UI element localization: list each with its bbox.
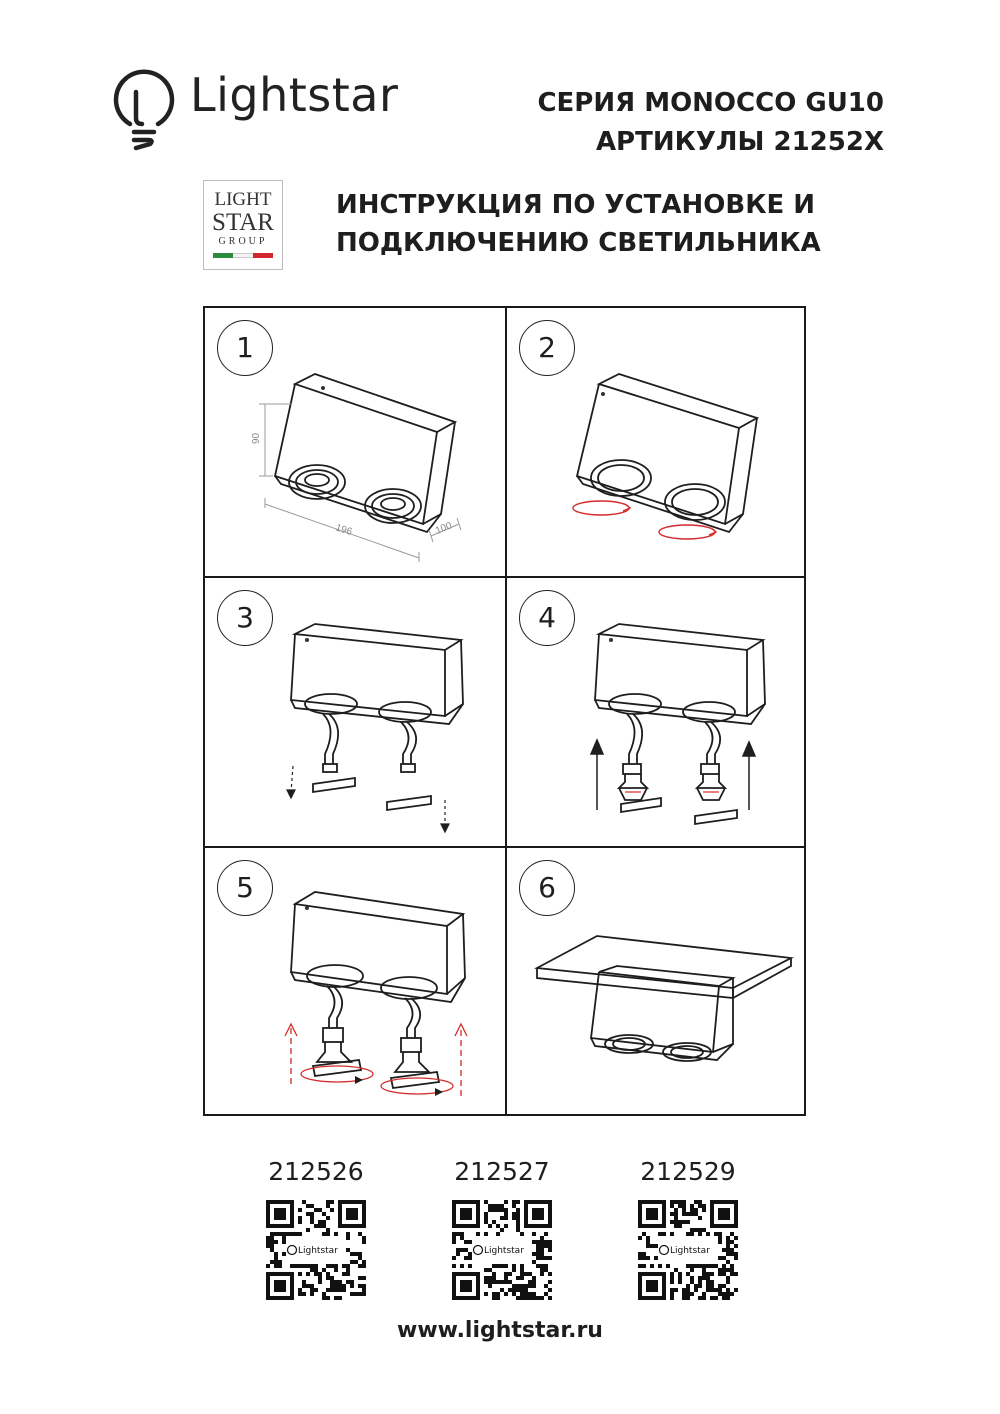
step-5-panel — [205, 848, 505, 1114]
step-4-panel — [507, 578, 805, 846]
step-3-panel — [205, 578, 505, 846]
step-number: 5 — [217, 860, 273, 916]
lightstar-group-logo — [203, 180, 283, 270]
step-6-panel — [507, 848, 805, 1114]
step-number: 2 — [519, 320, 575, 376]
brand-name: Lightstar — [190, 68, 399, 122]
dimension-width-label: 196 — [334, 522, 354, 539]
step-number: 3 — [217, 590, 273, 646]
screw-hole-icon — [305, 638, 309, 642]
group-logo-line2: STAR — [212, 209, 274, 236]
rotate-arrow-icon — [301, 1066, 453, 1096]
italian-flag-stripe — [213, 253, 273, 258]
article-code: 212526 — [268, 1157, 364, 1186]
step-number: 1 — [217, 320, 273, 376]
group-logo-line1: LIGHT — [214, 189, 272, 210]
arrow-down-icon — [287, 766, 449, 832]
step-1-panel — [205, 308, 505, 576]
instruction-title-line1: ИНСТРУКЦИЯ ПО УСТАНОВКЕ И — [336, 190, 816, 220]
screw-hole-icon — [305, 906, 309, 910]
lightbulb-icon — [116, 72, 172, 148]
step-number: 4 — [519, 590, 575, 646]
group-logo-line3: GROUP — [218, 236, 268, 247]
series-label: СЕРИЯ MONOCCO GU10 — [537, 88, 884, 118]
screw-hole-icon — [601, 392, 605, 396]
rotate-arrow-icon — [659, 525, 716, 539]
article-code: 212529 — [640, 1157, 736, 1186]
instruction-title-line2: ПОДКЛЮЧЕНИЮ СВЕТИЛЬНИКА — [336, 228, 821, 258]
arrow-up-icon — [591, 740, 755, 810]
screw-hole-icon — [321, 386, 325, 390]
installation-steps-grid — [203, 306, 806, 1116]
svg-text:Lightstar: Lightstar — [298, 1246, 338, 1256]
articles-label: АРТИКУЛЫ 21252X — [595, 127, 884, 157]
dimension-depth-label: 100 — [434, 520, 454, 537]
qr-code[interactable] — [638, 1200, 738, 1300]
qr-code[interactable] — [452, 1200, 552, 1300]
website-link[interactable]: www.lightstar.ru — [397, 1318, 603, 1343]
arrow-up-icon — [285, 1024, 467, 1096]
step-number: 6 — [519, 860, 575, 916]
step-2-panel — [507, 308, 805, 576]
svg-text:Lightstar: Lightstar — [484, 1246, 524, 1256]
qr-code[interactable] — [266, 1200, 366, 1300]
rotate-arrow-icon — [573, 501, 630, 515]
dimension-height-label: 90 — [251, 432, 262, 444]
svg-text:Lightstar: Lightstar — [670, 1246, 710, 1256]
screw-hole-icon — [609, 638, 613, 642]
article-code: 212527 — [454, 1157, 550, 1186]
